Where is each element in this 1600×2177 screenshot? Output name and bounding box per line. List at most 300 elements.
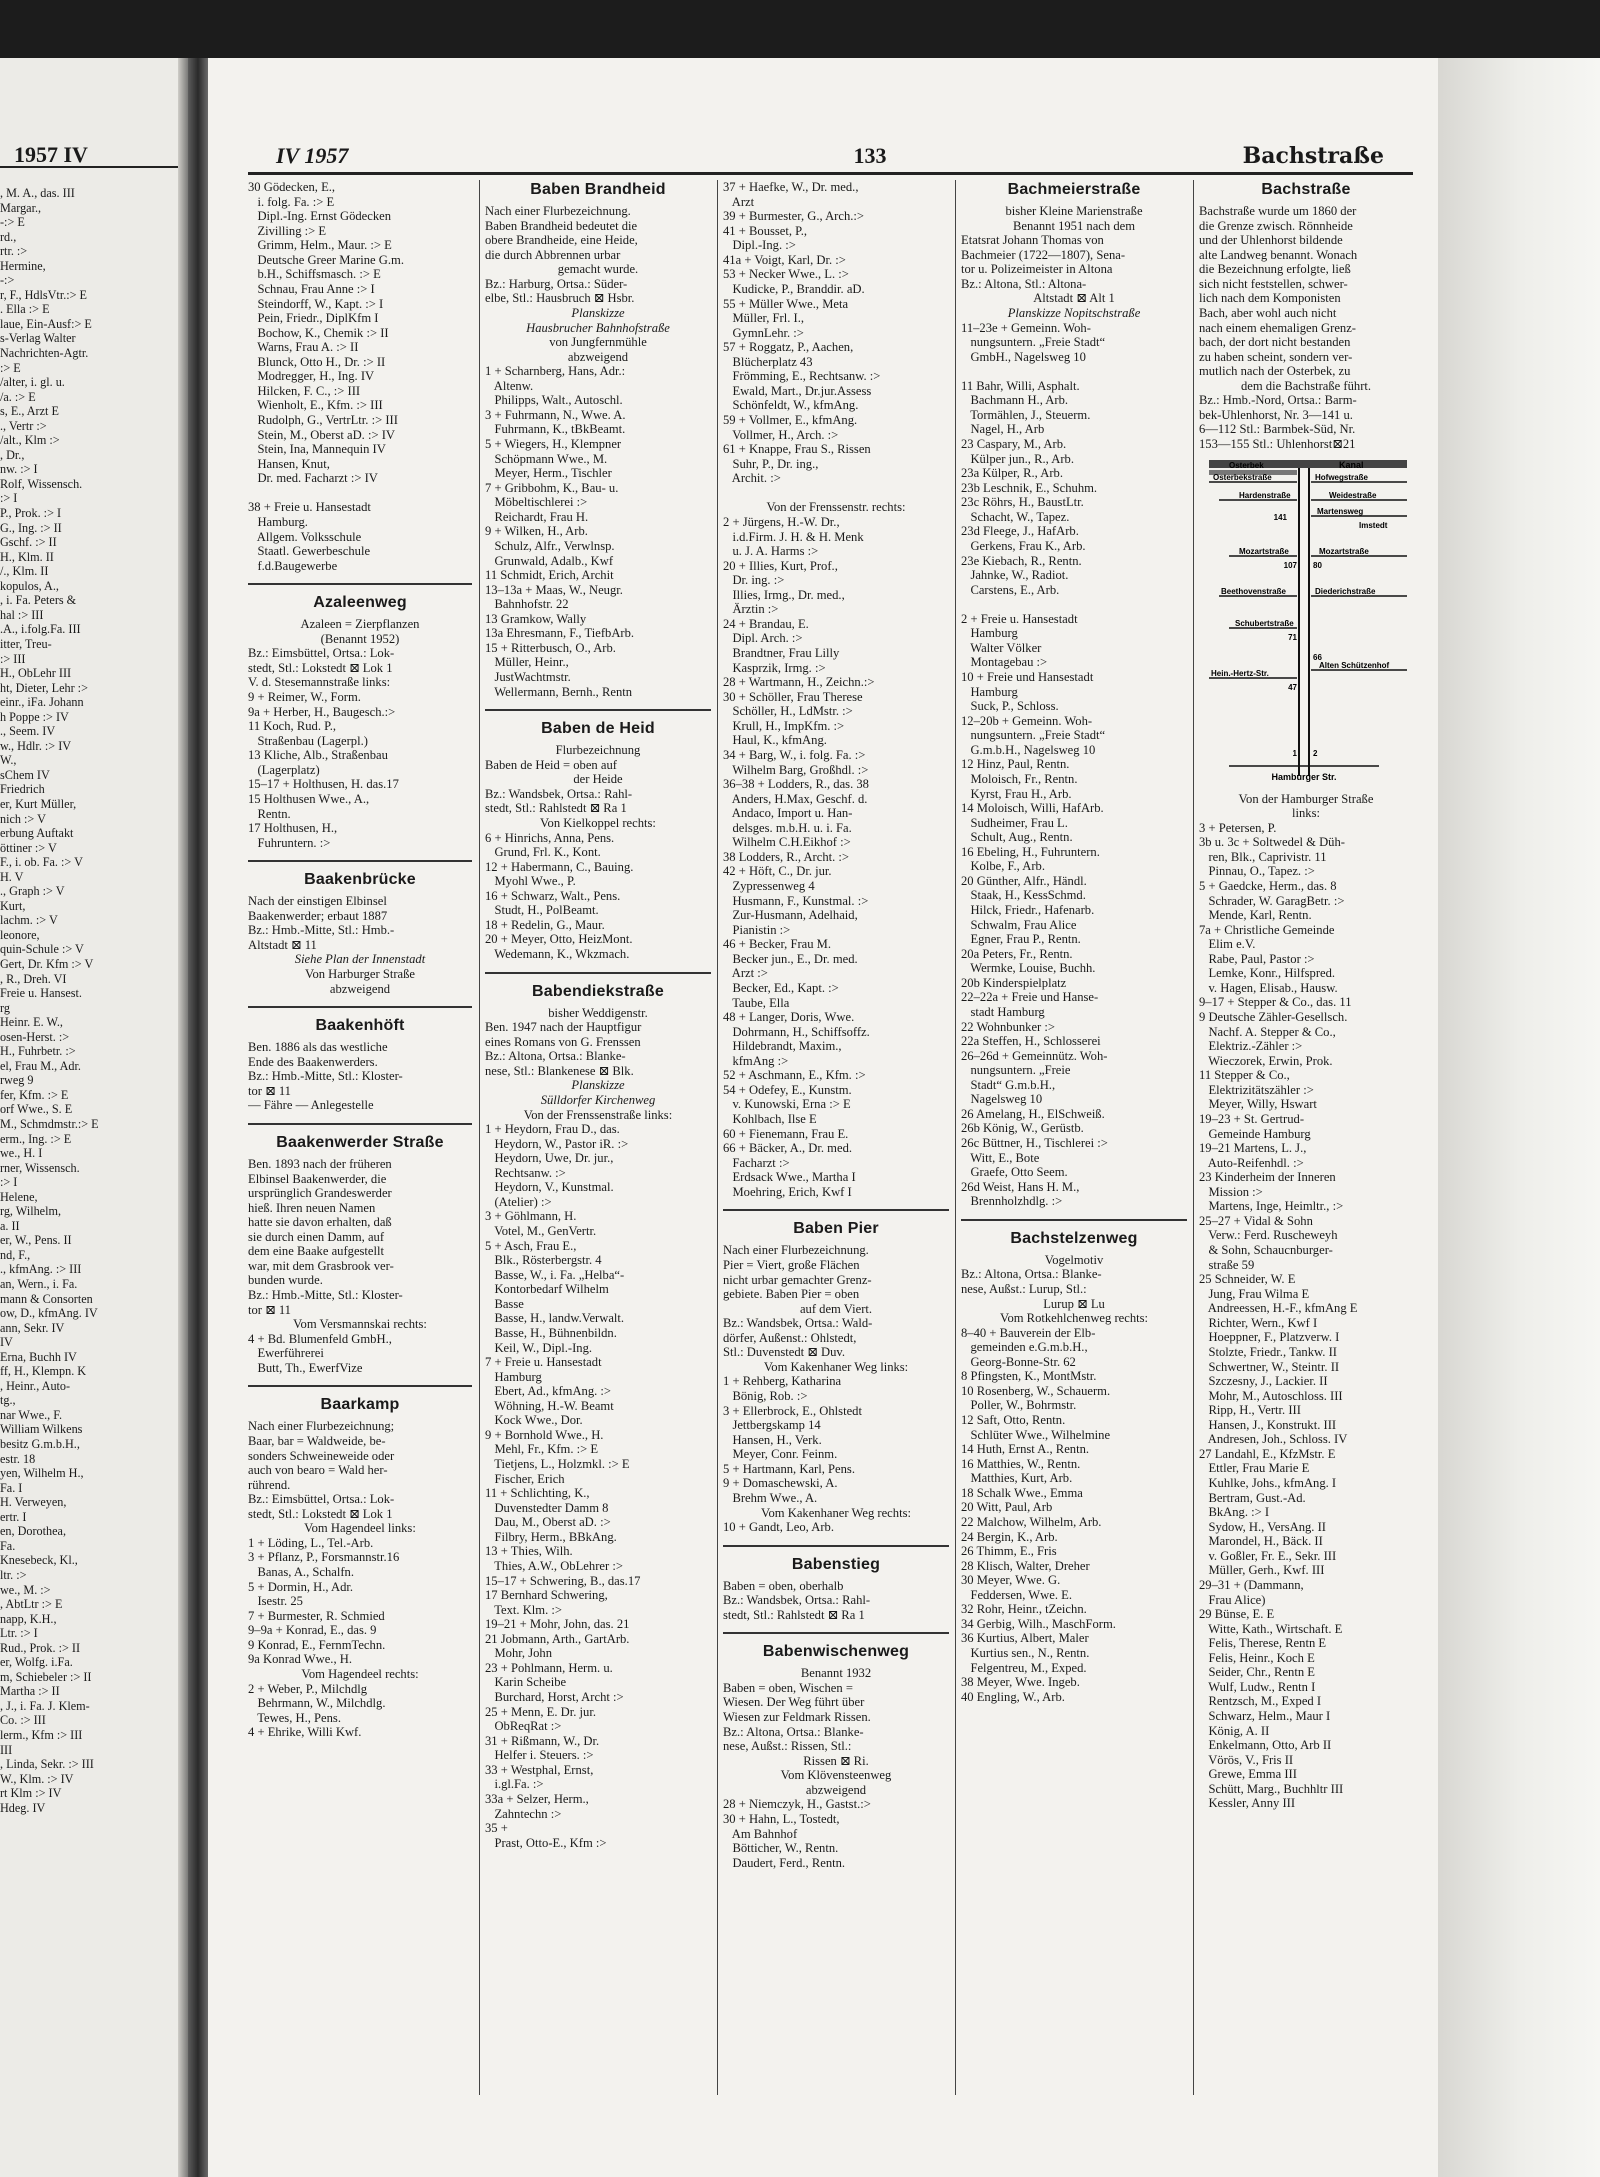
map-label: Hein.-Hertz-Str. bbox=[1211, 668, 1269, 678]
left-page-line: kopulos, A., bbox=[0, 578, 59, 593]
directory-entry: Ettler, Frau Marie E bbox=[1199, 1461, 1310, 1476]
directory-entry: 60 + Fienemann, Frau E. bbox=[723, 1126, 849, 1141]
left-page-line: Rolf, Wissensch. bbox=[0, 476, 83, 491]
directory-entry: 5 + Dormin, H., Adr. bbox=[248, 1579, 354, 1594]
directory-entry: Nach einer Flurbezeichnung; bbox=[248, 1419, 395, 1434]
directory-entry: 10 Rosenberg, W., Schauerm. bbox=[961, 1383, 1111, 1398]
directory-entry: 29–31 + (Dammann, bbox=[1199, 1577, 1304, 1592]
directory-entry: Graefe, Otto Seem. bbox=[961, 1165, 1068, 1180]
column-divider bbox=[955, 180, 956, 2095]
directory-entry: Felgentreu, M., Exped. bbox=[961, 1660, 1087, 1675]
left-page-line: osen-Herst. :> bbox=[0, 1029, 70, 1044]
directory-entry: Pein, Friedr., DiplKfm I bbox=[248, 311, 379, 326]
directory-entry: Elim e.V. bbox=[1199, 937, 1256, 952]
directory-entry: 46 + Becker, Frau M. bbox=[723, 937, 832, 952]
directory-entry: 48 + Langer, Doris, Wwe. bbox=[723, 1010, 855, 1025]
directory-entry: Azaleen = Zierpflanzen bbox=[300, 617, 420, 632]
directory-entry: Pier = Viert, große Flächen bbox=[723, 1257, 860, 1272]
directory-entry: Schulz, Alfr., Verwlnsp. bbox=[485, 538, 615, 553]
directory-entry: 23d Fleege, J., HafArb. bbox=[961, 524, 1079, 539]
directory-entry: 30 + Schöller, Frau Therese bbox=[723, 689, 863, 704]
directory-entry: 8–40 + Bauverein der Elb- bbox=[961, 1325, 1096, 1340]
directory-entry: Rentzsch, M., Exped I bbox=[1199, 1694, 1322, 1709]
directory-entry: Husmann, F., Kunstmal. :> bbox=[723, 893, 869, 908]
left-page-line: Margar., bbox=[0, 200, 42, 215]
directory-entry: war, mit dem Grasbrook ver- bbox=[248, 1258, 394, 1273]
street-heading: Baarkamp bbox=[320, 1396, 400, 1414]
directory-entry: bisher Kleine Marienstraße bbox=[1005, 204, 1143, 218]
left-page-line: -:> bbox=[0, 273, 15, 288]
left-page-line: rweg 9 bbox=[0, 1073, 34, 1088]
directory-entry: die Grenze zwisch. Rönnheide bbox=[1199, 218, 1353, 233]
directory-entry: König, A. II bbox=[1199, 1723, 1270, 1738]
directory-entry: der Heide bbox=[573, 772, 623, 787]
directory-entry: Moehring, Erich, Kwf I bbox=[723, 1184, 852, 1199]
directory-entry: Heydorn, Uwe, Dr. jur., bbox=[485, 1151, 614, 1166]
directory-entry: GymnLehr. :> bbox=[723, 325, 804, 340]
directory-entry: kfmAng :> bbox=[723, 1053, 789, 1068]
directory-entry: Stolzte, Friedr., Tankw. II bbox=[1199, 1344, 1337, 1359]
directory-entry: 9–17 + Stepper & Co., das. 11 bbox=[1199, 995, 1352, 1010]
directory-entry: delsges. m.b.H. u. i. Fa. bbox=[723, 820, 852, 835]
directory-entry: 26b König, W., Gerüstb. bbox=[961, 1121, 1084, 1136]
directory-entry: Dipl.-Ing. Ernst Gödecken bbox=[248, 209, 392, 224]
map-label: Kanal bbox=[1339, 459, 1364, 470]
directory-entry: 34 + Barg, W., i. folg. Fa. :> bbox=[723, 747, 866, 762]
directory-entry: Lemke, Konr., Hilfspred. bbox=[1199, 966, 1336, 981]
directory-entry: Hoeppner, F., Platzverw. I bbox=[1199, 1330, 1340, 1345]
left-page-line: Rud., Prok. :> II bbox=[0, 1640, 80, 1655]
left-page-line: ff, H., Klempn. K bbox=[0, 1364, 87, 1379]
directory-entry: 20 Witt, Paul, Arb bbox=[961, 1500, 1053, 1515]
directory-entry: Flurbezeichnung bbox=[555, 743, 641, 758]
left-page-line: w., Hdlr. :> IV bbox=[0, 738, 72, 753]
directory-entry: Witt, E., Bote bbox=[961, 1150, 1040, 1165]
directory-entry: Kudicke, P., Branddir. aD. bbox=[723, 281, 865, 296]
directory-entry: Studt, H., PolBeamt. bbox=[485, 903, 599, 918]
directory-entry: Fuhrmann, K., tBkBeamt. bbox=[485, 422, 626, 437]
left-page-line: nd, F., bbox=[0, 1247, 31, 1262]
street-heading: Baakenwerder Straße bbox=[276, 1133, 444, 1151]
directory-entry: sich nicht feststellen, schwer- bbox=[1199, 276, 1348, 291]
directory-entry: Mende, Karl, Rentn. bbox=[1199, 908, 1312, 923]
directory-entry: i. folg. Fa. :> E bbox=[248, 194, 335, 209]
left-page-line: einr., iFa. Johann bbox=[0, 695, 84, 710]
directory-entry: 3 + Petersen, P. bbox=[1199, 820, 1277, 835]
directory-entry: Votel, M., GenVertr. bbox=[485, 1224, 597, 1238]
directory-entry: 23c Röhrs, H., BaustLtr. bbox=[961, 495, 1084, 510]
directory-entry: Bahnhofstr. 22 bbox=[485, 597, 569, 612]
directory-entry: Vom Hagendeel links: bbox=[304, 1521, 416, 1536]
directory-entry: Matthies, Kurt, Arb. bbox=[961, 1471, 1073, 1486]
left-page-line: rner, Wissensch. bbox=[0, 1160, 80, 1175]
left-page-line: , i. Fa. Peters & bbox=[0, 593, 77, 608]
directory-entry: Zur-Husmann, Adelhaid, bbox=[723, 908, 858, 923]
directory-entry: Baakenwerder; erbaut 1887 bbox=[248, 908, 388, 923]
directory-entry: 12 Saft, Otto, Rentn. bbox=[961, 1413, 1066, 1427]
directory-entry bbox=[961, 597, 1187, 612]
left-page-line: ow, D., kfmAng. IV bbox=[0, 1306, 98, 1321]
directory-entry: Rabe, Paul, Pastor :> bbox=[1199, 951, 1315, 966]
directory-entry: Archit. :> bbox=[723, 471, 781, 486]
directory-entry: Vom Kakenhaner Weg links: bbox=[763, 1359, 909, 1374]
directory-entry: Rentn. bbox=[248, 806, 291, 821]
left-page-line: H. V bbox=[0, 869, 24, 884]
map-label: Hamburger Str. bbox=[1271, 771, 1337, 782]
column-divider bbox=[717, 180, 718, 2095]
left-page-line: nw. :> I bbox=[0, 462, 38, 477]
directory-entry: Meyer, Herm., Tischler bbox=[485, 466, 612, 481]
directory-entry: 11 Bahr, Willi, Asphalt. bbox=[961, 378, 1080, 393]
directory-entry: 15 Holthusen Wwe., A., bbox=[248, 791, 370, 806]
directory-entry: Hamburg. bbox=[248, 514, 308, 529]
directory-entry: Deutsche Greer Marine G.m. bbox=[248, 252, 404, 267]
directory-entry: Mohr, M., Autoschloss. III bbox=[1199, 1388, 1343, 1403]
directory-entry: 54 + Odefey, E., Kunstm. bbox=[723, 1082, 852, 1097]
directory-entry: Grimm, Helm., Maur. :> E bbox=[248, 238, 392, 253]
directory-entry: Prast, Otto-E., Kfm :> bbox=[485, 1835, 607, 1850]
directory-entry: Nagelsweg 10 bbox=[961, 1092, 1043, 1107]
directory-entry: nach einem ehemaligen Grenz- bbox=[1199, 320, 1356, 335]
left-page-line: a. II bbox=[0, 1218, 20, 1233]
directory-entry: 25–27 + Vidal & Sohn bbox=[1199, 1213, 1313, 1228]
directory-entry: 23b Leschnik, E., Schuhm. bbox=[961, 480, 1098, 495]
directory-entry: 13 Gramkow, Wally bbox=[485, 611, 587, 626]
left-page-line: Fa. I bbox=[0, 1480, 23, 1495]
map-label: Alten Schützenhof bbox=[1319, 660, 1390, 670]
left-page-line: H., Fuhrbetr. :> bbox=[0, 1044, 76, 1059]
left-page-line: r, F., HdlsVtr.:> E bbox=[0, 287, 88, 302]
directory-entry: 38 Meyer, Wwe. Ingeb. bbox=[961, 1675, 1080, 1690]
directory-entry: Burchard, Horst, Archt :> bbox=[485, 1690, 624, 1704]
directory-entry: 23 + Pohlmann, Herm. u. bbox=[485, 1660, 613, 1675]
directory-entry: Tormählen, J., Steuerm. bbox=[961, 407, 1091, 422]
directory-entry: Rissen ⊠ Ri. bbox=[803, 1753, 869, 1768]
directory-entry: Elektrizitätszähler :> bbox=[1199, 1082, 1314, 1097]
directory-entry: Georg-Bonne-Str. 62 bbox=[961, 1354, 1076, 1369]
directory-entry: Vörös, V., Fris II bbox=[1199, 1752, 1294, 1767]
left-page-line: öttiner :> V bbox=[0, 840, 57, 855]
directory-entry: Stl.: Duvenstedt ⊠ Duv. bbox=[723, 1345, 846, 1360]
street-heading: Baben de Heid bbox=[541, 720, 655, 738]
directory-entry: Andreessen, H.-F., kfmAng E bbox=[1199, 1301, 1358, 1316]
directory-entry: 5 + Wiegers, H., Klempner bbox=[485, 437, 622, 451]
directory-entry: 22 Malchow, Wilhelm, Arb. bbox=[961, 1514, 1102, 1529]
left-page-line: Kurt, bbox=[0, 898, 26, 913]
directory-entry: 25 + Menn, E. Dr. jur. bbox=[485, 1704, 596, 1719]
directory-entry: Egner, Frau P., Rentn. bbox=[961, 932, 1081, 947]
left-page-line: rg bbox=[0, 1000, 10, 1015]
left-page-line: Gschf. :> II bbox=[0, 535, 57, 550]
left-page-line: rd., bbox=[0, 229, 17, 244]
directory-entry: Basse bbox=[485, 1296, 524, 1311]
page-number: 133 bbox=[853, 143, 887, 168]
directory-entry: 20a Peters, Fr., Rentn. bbox=[961, 946, 1073, 961]
directory-entry: Bz.: Eimsbüttel, Ortsa.: Lok- bbox=[248, 646, 395, 661]
directory-entry: b.H., Schiffsmasch. :> E bbox=[248, 267, 381, 282]
directory-entry: Von der Frenssenstraße links: bbox=[523, 1107, 673, 1122]
left-page-line: :> I bbox=[0, 491, 18, 506]
directory-entry: 3 + Göhlmann, H. bbox=[485, 1209, 577, 1224]
directory-entry: Schnau, Frau Anne :> I bbox=[248, 281, 375, 296]
directory-entry: 34 Gerbig, Wilh., MaschForm. bbox=[961, 1616, 1116, 1631]
directory-entry: Vom Kakenhaner Weg rechts: bbox=[761, 1505, 911, 1520]
directory-entry: Wiesen. Der Weg führt über bbox=[723, 1695, 865, 1710]
map-label: Hardenstraße bbox=[1239, 490, 1291, 500]
directory-entry: i.d.Firm. J. H. & H. Menk bbox=[723, 529, 864, 544]
directory-entry: auch von bearo = Wald her- bbox=[248, 1463, 388, 1478]
directory-entry: Möbeltischlerei :> bbox=[485, 495, 588, 510]
directory-entry: 17 Bernhard Schwering, bbox=[485, 1588, 608, 1603]
directory-entry: Erdsack Wwe., Martha I bbox=[723, 1170, 856, 1185]
directory-entry: Sülldorfer Kirchenweg bbox=[540, 1092, 656, 1107]
directory-entry: Mohr, John bbox=[485, 1646, 553, 1661]
left-page-line: m, Schiebeler :> II bbox=[0, 1669, 92, 1684]
directory-entry: 17 Holthusen, H., bbox=[248, 821, 338, 836]
directory-entry: Pinnau, O., Tapez. :> bbox=[1199, 864, 1315, 879]
directory-entry: Allgem. Volksschule bbox=[248, 529, 362, 544]
directory-entry: Staatl. Gewerbeschule bbox=[248, 544, 371, 559]
directory-entry: Facharzt :> bbox=[723, 1155, 790, 1170]
left-page-line: G., Ing. :> II bbox=[0, 520, 62, 535]
directory-entry: Külper jun., R., Arb. bbox=[961, 451, 1074, 466]
directory-entry: 4 + Ehrike, Willi Kwf. bbox=[248, 1725, 362, 1740]
directory-entry: Wilhelm Barg, Großhdl. :> bbox=[723, 762, 869, 777]
left-page-line: an, Wern., i. Fa. bbox=[0, 1277, 78, 1292]
left-page-line: Heinr. E. W., bbox=[0, 1015, 63, 1030]
directory-entry: Straßenbau (Lagerpl.) bbox=[248, 733, 368, 748]
left-page-line: Hermine, bbox=[0, 258, 46, 273]
left-page-line: ht, Dieter, Lehr :> bbox=[0, 680, 88, 695]
directory-entry: 28 + Niemczyk, H., Gastst.:> bbox=[723, 1797, 871, 1812]
left-page-line: laue, Ein-Ausf:> E bbox=[0, 316, 92, 331]
directory-entry: Ebert, Ad., kfmAng. :> bbox=[485, 1384, 612, 1399]
left-page-line: Co. :> III bbox=[0, 1713, 46, 1728]
directory-entry: Kasprzik, Irmg. :> bbox=[723, 660, 826, 675]
column-2 bbox=[485, 180, 711, 2147]
directory-entry: Ewerführerei bbox=[248, 1346, 324, 1361]
directory-entry: 19–23 + St. Gertrud- bbox=[1199, 1111, 1305, 1126]
directory-entry: Anders, H.Max, Geschf. d. bbox=[723, 791, 868, 806]
section-divider bbox=[723, 1545, 949, 1547]
directory-entry: 20 + Illies, Kurt, Prof., bbox=[723, 558, 838, 573]
directory-entry: 5 + Asch, Frau E., bbox=[485, 1238, 577, 1253]
directory-entry: & Sohn, Schaucnburger- bbox=[1199, 1243, 1333, 1257]
section-divider bbox=[723, 1632, 949, 1634]
directory-entry: 13a Ehresmann, F., TiefbArb. bbox=[485, 626, 635, 641]
directory-entry: 28 + Wartmann, H., Zeichn.:> bbox=[723, 675, 875, 690]
directory-entry: 20 + Meyer, Otto, HeizMont. bbox=[485, 932, 633, 947]
directory-entry: Taube, Ella bbox=[723, 995, 790, 1010]
directory-entry: Zypressenweg 4 bbox=[723, 879, 815, 893]
directory-entry: 13–13a + Maas, W., Neugr. bbox=[485, 582, 623, 597]
book-gutter bbox=[188, 58, 208, 2177]
directory-entry: 29 Bünse, E. E bbox=[1199, 1607, 1275, 1622]
directory-entry: Kohlbach, Ilse E bbox=[723, 1112, 817, 1126]
directory-entry: Schöpmann Wwe., M. bbox=[485, 451, 608, 466]
left-page-line: , J., i. Fa. J. Klem- bbox=[0, 1698, 90, 1713]
directory-entry: 12 + Habermann, C., Bauing. bbox=[485, 859, 634, 874]
directory-entry: Rechtsanw. :> bbox=[485, 1165, 566, 1180]
left-page-line: Gert, Dr. Kfm :> V bbox=[0, 956, 94, 971]
directory-entry: Rudolph, G., VertrLtr. :> III bbox=[248, 413, 398, 427]
directory-entry: Vogelmotiv bbox=[1044, 1252, 1104, 1267]
directory-entry: 13 Kliche, Alb., Straßenbau bbox=[248, 748, 388, 763]
street-heading: Babenstieg bbox=[791, 1555, 881, 1573]
left-page-edge bbox=[178, 58, 188, 2177]
directory-entry: Bz.: Hmb.-Mitte, Stl.: Hmb.- bbox=[248, 923, 395, 938]
directory-entry: die durch Abbrennen urbar bbox=[485, 247, 621, 262]
directory-entry: Mission :> bbox=[1199, 1184, 1263, 1199]
directory-entry: Illies, Irmg., Dr. med., bbox=[723, 587, 845, 602]
directory-entry: v. Goßler, Fr. E., Sekr. III bbox=[1199, 1548, 1337, 1563]
directory-entry: 16 + Schwarz, Walt., Pens. bbox=[485, 888, 621, 903]
directory-entry: Warns, Frau A. :> II bbox=[248, 340, 359, 355]
left-page-line: W., bbox=[0, 753, 17, 768]
directory-entry: nungsuntern. „Freie Stadt“ bbox=[961, 335, 1106, 350]
directory-entry: 24 Bergin, K., Arb. bbox=[961, 1529, 1058, 1544]
directory-entry: 55 + Müller Wwe., Meta bbox=[723, 296, 849, 311]
directory-entry: Brandtner, Frau Lilly bbox=[723, 646, 840, 660]
directory-entry: Bz.: Hmb.-Mitte, Stl.: Kloster- bbox=[248, 1288, 403, 1302]
directory-entry: Schrader, W. GaragBetr. :> bbox=[1199, 893, 1345, 908]
map-label: Imstedt bbox=[1359, 520, 1388, 530]
directory-entry: Butt, Th., EwerfVize bbox=[248, 1360, 363, 1375]
left-page bbox=[0, 58, 188, 2177]
directory-entry: Dau, M., Oberst aD. :> bbox=[485, 1515, 611, 1530]
directory-entry: dörfer, Außenst.: Ohlstedt, bbox=[723, 1330, 857, 1345]
directory-entry: Zahntechn :> bbox=[485, 1806, 562, 1821]
directory-entry: Keil, W., Dipl.-Ing. bbox=[485, 1340, 593, 1355]
directory-entry: Wilhelm C.H.Eikhof :> bbox=[723, 835, 851, 850]
map-label: Weidestraße bbox=[1329, 490, 1377, 500]
directory-entry: (Lagerplatz) bbox=[248, 762, 320, 777]
street-heading: Bachstraße bbox=[1261, 181, 1351, 198]
directory-entry: Altstadt ⊠ Alt 1 bbox=[1033, 291, 1115, 306]
directory-entry: 37 + Haefke, W., Dr. med., bbox=[723, 180, 859, 194]
left-page-line: ., Vertr :> bbox=[0, 418, 47, 433]
map-label: Mozartstraße bbox=[1319, 546, 1369, 556]
directory-entry: Hamburg bbox=[961, 684, 1018, 699]
directory-entry: 20 Günther, Alfr., Händl. bbox=[961, 873, 1087, 888]
directory-entry: nese, Außst.: Lurup, Stl.: bbox=[961, 1281, 1087, 1296]
left-page-line: ., kfmAng. :> III bbox=[0, 1262, 82, 1277]
directory-entry: 9 Konrad, E., FernmTechn. bbox=[248, 1637, 386, 1652]
directory-entry: Bz.: Altona, Ortsa.: Blanke- bbox=[961, 1267, 1102, 1282]
directory-entry: 9a + Herber, H., Baugesch.:> bbox=[248, 704, 396, 719]
directory-entry: 15–17 + Holthusen, H. das.17 bbox=[248, 777, 399, 792]
left-page-line: nich :> V bbox=[0, 811, 46, 826]
directory-entry: Bachmeier (1722—1807), Sena- bbox=[961, 247, 1126, 262]
directory-entry: Planskizze bbox=[571, 305, 625, 320]
left-page-line: napp, K.H., bbox=[0, 1611, 57, 1626]
directory-entry: Daudert, Ferd., Rentn. bbox=[723, 1855, 846, 1870]
directory-entry: 10 + Freie und Hansestadt bbox=[961, 670, 1094, 684]
directory-entry: 36 Kurtius, Albert, Maler bbox=[961, 1631, 1089, 1646]
directory-entry: Brennholzhdlg. :> bbox=[961, 1194, 1063, 1209]
directory-entry: Tietjens, L., Holzmkl. :> E bbox=[485, 1457, 630, 1471]
directory-entry: Dipl.-Ing. :> bbox=[723, 238, 796, 253]
directory-entry: Martens, Inge, Heimltr., :> bbox=[1199, 1199, 1344, 1214]
left-page-line: Knesebeck, Kl., bbox=[0, 1553, 78, 1568]
directory-entry: 11 Koch, Rud. P., bbox=[248, 719, 337, 734]
directory-entry: Baben de Heid = oben auf bbox=[485, 757, 617, 772]
directory-entry: 33a + Selzer, Herm., bbox=[485, 1791, 589, 1806]
directory-entry: hatte sie davon erhalten, daß bbox=[248, 1215, 392, 1230]
directory-entry: Basse, H., landw.Verwalt. bbox=[485, 1311, 625, 1326]
background-scan-edge bbox=[1438, 58, 1600, 2177]
column-1 bbox=[248, 180, 472, 2147]
map-label: Osterbekstraße bbox=[1213, 472, 1272, 482]
directory-entry: Hansen, Knut, bbox=[248, 456, 330, 471]
directory-entry: 9 + Reimer, W., Form. bbox=[248, 690, 361, 704]
directory-entry: Ben. 1886 als das westliche bbox=[248, 1040, 388, 1055]
directory-entry: (Atelier) :> bbox=[485, 1194, 552, 1209]
directory-entry: Enkelmann, Otto, Arb II bbox=[1199, 1738, 1332, 1753]
directory-entry: Dohrmann, H., Schiffsoffz. bbox=[723, 1024, 870, 1039]
directory-entry: alte Landweg benannt. Wonach bbox=[1199, 247, 1358, 262]
directory-entry: 153—155 Stl.: Uhlenhorst⊠21 bbox=[1199, 437, 1356, 451]
directory-entry: 12–20b + Gemeinn. Woh- bbox=[961, 713, 1093, 728]
directory-entry: Baar, bar = Waldweide, be- bbox=[248, 1433, 386, 1448]
directory-entry: Hilcken, F. C., :> III bbox=[248, 383, 361, 398]
left-page-line: rg, Wilhelm, bbox=[0, 1204, 62, 1219]
directory-entry: 2 + Freie u. Hansestadt bbox=[961, 611, 1078, 626]
directory-entry: 1 + Heydorn, Frau D., das. bbox=[485, 1122, 620, 1137]
street-map-sketch bbox=[1199, 456, 1407, 786]
left-page-line: Hdeg. IV bbox=[0, 1800, 46, 1815]
directory-entry: 9 + Bornhold Wwe., H. bbox=[485, 1427, 604, 1442]
map-label: Schubertstraße bbox=[1235, 618, 1294, 628]
directory-entry: Ewald, Mart., Dr.jur.Assess bbox=[723, 383, 872, 398]
directory-entry: Banas, A., Schalfn. bbox=[248, 1565, 354, 1579]
directory-entry: 3 + Ellerbrock, E., Ohlstedt bbox=[723, 1403, 862, 1418]
directory-entry: 52 + Aschmann, E., Kfm. :> bbox=[723, 1068, 866, 1083]
directory-entry: 6—112 Stl.: Barmbek-Süd, Nr. bbox=[1199, 422, 1356, 437]
directory-entry: Tewes, H., Pens. bbox=[248, 1710, 341, 1725]
directory-entry: Haul, K., kfmAng. bbox=[723, 733, 827, 748]
directory-entry: sonders Schweineweide oder bbox=[248, 1448, 395, 1463]
left-page-line: we., H. I bbox=[0, 1146, 43, 1161]
column-5 bbox=[1199, 180, 1413, 2147]
directory-entry: 12 Hinz, Paul, Rentn. bbox=[961, 757, 1070, 772]
left-page-line: William Wilkens bbox=[0, 1422, 83, 1437]
directory-entry: tor u. Polizeimeister in Altona bbox=[961, 262, 1113, 277]
directory-entry: 20b Kinderspielplatz bbox=[961, 975, 1067, 990]
directory-entry: Suhr, P., Dr. ing., bbox=[723, 456, 819, 471]
main-page bbox=[208, 58, 1438, 2177]
street-heading: Azaleenweg bbox=[313, 594, 407, 612]
left-page-line: Martha :> II bbox=[0, 1684, 60, 1699]
directory-entry: Nachf. A. Stepper & Co., bbox=[1199, 1024, 1336, 1039]
directory-entry: 13 + Thies, Wilh. bbox=[485, 1544, 573, 1559]
left-page-line: quin-Schule :> V bbox=[0, 942, 84, 957]
left-page-line: Friedrich bbox=[0, 782, 45, 797]
left-page-line: tg., bbox=[0, 1393, 16, 1408]
directory-entry: links: bbox=[1292, 806, 1320, 821]
directory-entry: Wieczorek, Erwin, Prok. bbox=[1199, 1053, 1333, 1068]
directory-entry bbox=[723, 486, 949, 501]
left-page-header: 1957 IV bbox=[14, 142, 88, 167]
directory-entry: Szczesny, J., Lackier. II bbox=[1199, 1374, 1328, 1389]
section-divider bbox=[248, 1385, 472, 1387]
directory-entry: ren, Blk., Caprivistr. 11 bbox=[1199, 849, 1327, 864]
directory-entry: Bach, aber wohl auch nicht bbox=[1199, 305, 1337, 320]
directory-entry: Brehm Wwe., A. bbox=[723, 1490, 818, 1505]
directory-entry: 14 Moloisch, Willi, HafArb. bbox=[961, 801, 1104, 816]
directory-entry: Von Harburger Straße bbox=[304, 967, 416, 981]
directory-entry: dem die Bachstraße führt. bbox=[1240, 378, 1372, 393]
